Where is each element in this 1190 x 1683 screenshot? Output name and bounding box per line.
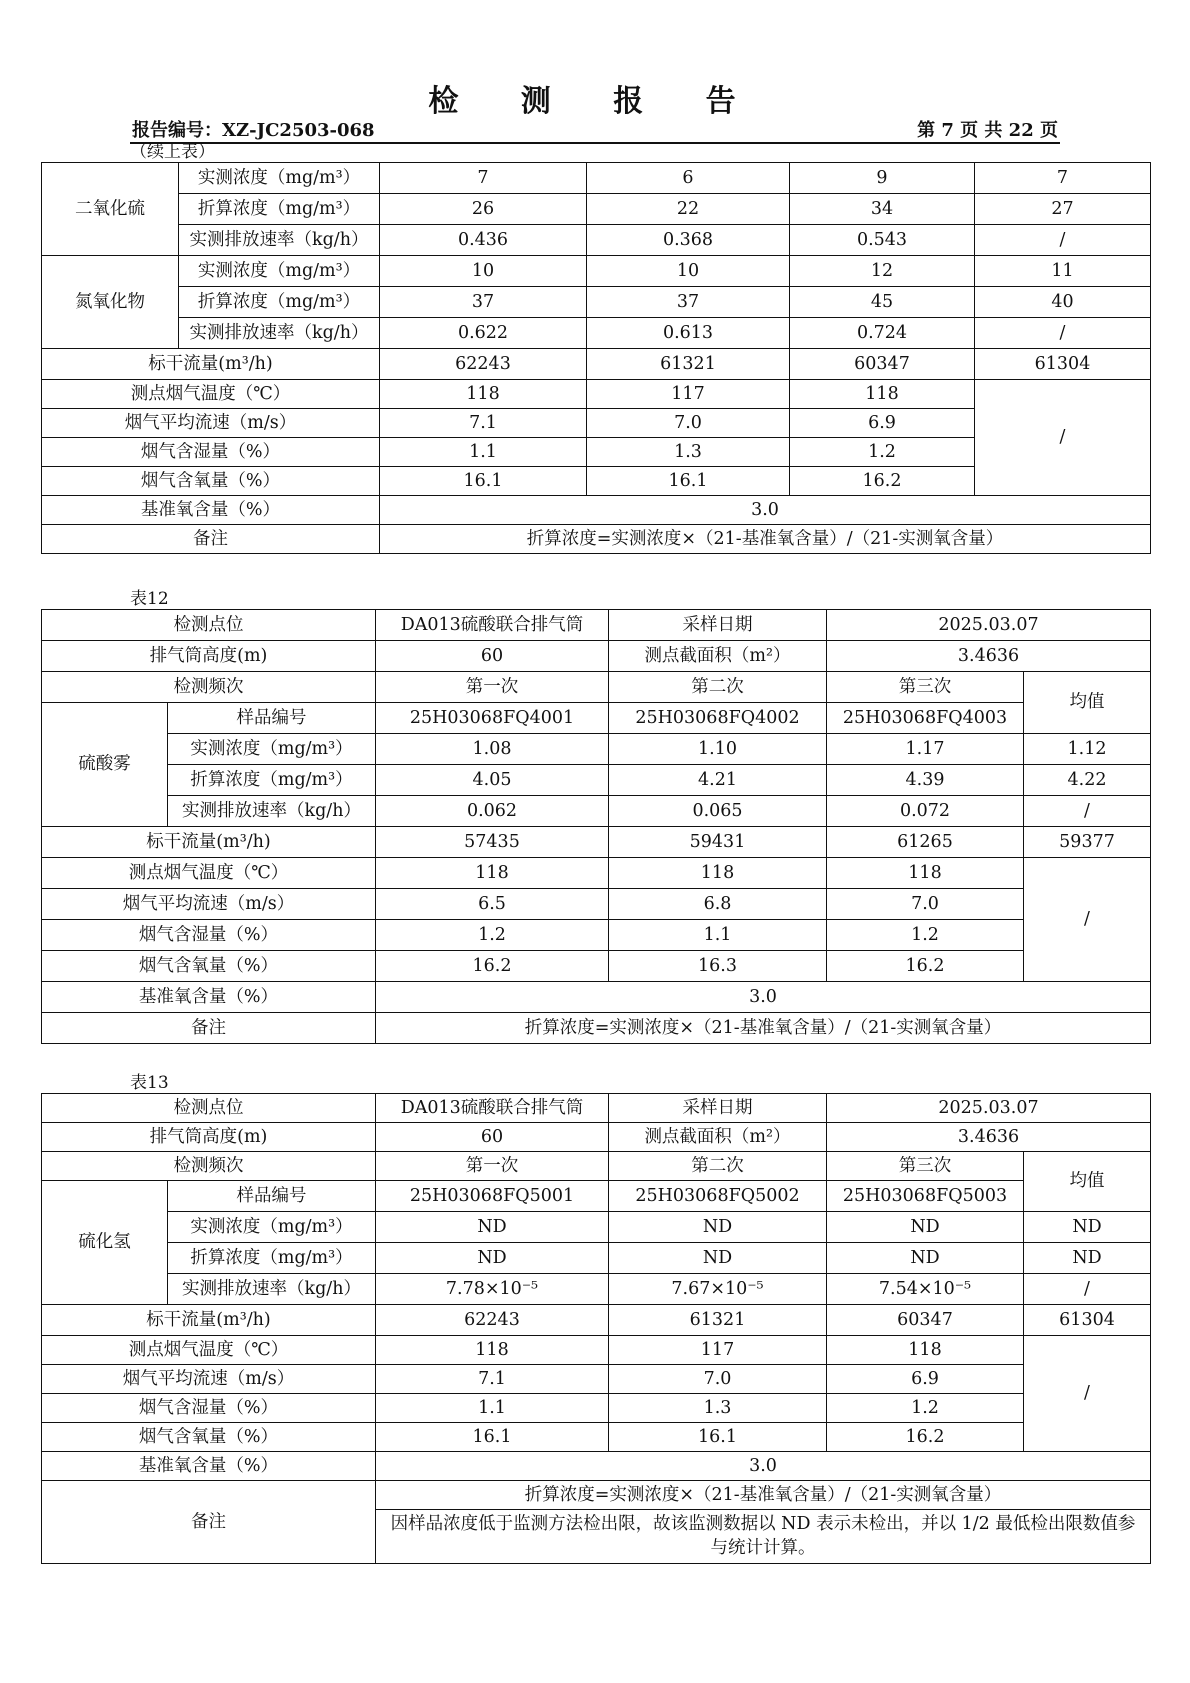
cell: 0.613 — [587, 318, 790, 349]
pollutant-label: 硫酸雾 — [42, 703, 168, 827]
cell: 1.1 — [609, 920, 827, 951]
table-row — [42, 1243, 1151, 1274]
cell: 61321 — [587, 349, 790, 380]
cell: 3.0 — [376, 1452, 1151, 1481]
cell: 1.2 — [827, 920, 1024, 951]
row-label: 实测浓度（mg/m³） — [179, 256, 380, 287]
cell: 22 — [587, 194, 790, 225]
table-row — [42, 982, 1151, 1013]
cell: 第一次 — [376, 672, 609, 703]
cell: 27 — [975, 194, 1151, 225]
cell: DA013硫酸联合排气筒 — [376, 1094, 609, 1123]
cell: / — [1024, 858, 1151, 982]
header-divider — [130, 142, 1060, 144]
cell: 61304 — [1024, 1305, 1151, 1336]
cell: 10 — [380, 256, 587, 287]
row-label: 基准氧含量（%） — [42, 1452, 376, 1481]
row-label: 备注 — [42, 1013, 376, 1044]
table-row — [42, 349, 1151, 380]
table-row — [42, 1274, 1151, 1305]
row-label: 折算浓度（mg/m³） — [179, 287, 380, 318]
row-label: 标干流量(m³/h) — [42, 1305, 376, 1336]
table-row — [42, 225, 1151, 256]
cell: / — [975, 380, 1151, 496]
cell: 4.39 — [827, 765, 1024, 796]
cell: 118 — [380, 380, 587, 409]
row-label: 备注 — [42, 525, 380, 554]
cell: 0.062 — [376, 796, 609, 827]
cell: 0.436 — [380, 225, 587, 256]
row-label: 实测浓度（mg/m³） — [168, 1212, 376, 1243]
table-row — [42, 1305, 1151, 1336]
cell: 1.2 — [376, 920, 609, 951]
table-row — [42, 1452, 1151, 1481]
page-indicator: 第 7 页 共 22 页 — [917, 120, 1058, 141]
table-row — [42, 496, 1151, 525]
row-label: 检测点位 — [42, 610, 376, 641]
cell: ND — [609, 1243, 827, 1274]
pollutant-label: 氮氧化物 — [42, 256, 179, 349]
report-title: 检 测 报 告 — [428, 84, 762, 119]
table13 — [41, 1093, 1151, 1564]
row-label: 实测浓度（mg/m³） — [168, 734, 376, 765]
note-text: 折算浓度=实测浓度×（21-基准氧含量）/（21-实测氧含量） — [380, 525, 1151, 554]
row-label: 烟气平均流速（m/s） — [42, 1365, 376, 1394]
cell: 1.1 — [380, 438, 587, 467]
cell: 均值 — [1024, 672, 1151, 734]
table-row — [42, 1013, 1151, 1044]
cell: 第三次 — [827, 1152, 1024, 1181]
cell: 61321 — [609, 1305, 827, 1336]
cell: 60347 — [827, 1305, 1024, 1336]
cell: 118 — [376, 1336, 609, 1365]
row-label: 排气筒高度(m) — [42, 1123, 376, 1152]
row-label: 烟气平均流速（m/s） — [42, 889, 376, 920]
note-text: 因样品浓度低于监测方法检出限，故该监测数据以 ND 表示未检出，并以 1/2 最低检出限数值参与统计计算。 — [376, 1510, 1151, 1564]
cell: 6.9 — [790, 409, 975, 438]
table-row — [42, 1123, 1151, 1152]
cell: 7.54×10⁻⁵ — [827, 1274, 1024, 1305]
table-row — [42, 858, 1151, 889]
table-row — [42, 1394, 1151, 1423]
cell: DA013硫酸联合排气筒 — [376, 610, 609, 641]
table-row — [42, 163, 1151, 194]
cell: 9 — [790, 163, 975, 194]
table-row — [42, 951, 1151, 982]
row-label: 测点烟气温度（℃） — [42, 380, 380, 409]
cell: ND — [376, 1212, 609, 1243]
cell: 60 — [376, 1123, 609, 1152]
table-row — [42, 1336, 1151, 1365]
cell: 45 — [790, 287, 975, 318]
row-label: 检测频次 — [42, 1152, 376, 1181]
table-row — [42, 1481, 1151, 1510]
row-label: 折算浓度（mg/m³） — [168, 1243, 376, 1274]
cell: 6 — [587, 163, 790, 194]
cell: 7.1 — [376, 1365, 609, 1394]
cell: 1.12 — [1024, 734, 1151, 765]
table-row — [42, 796, 1151, 827]
row-label: 基准氧含量（%） — [42, 496, 380, 525]
cell: 1.2 — [827, 1394, 1024, 1423]
cell: 0.724 — [790, 318, 975, 349]
row-label: 测点截面积（m²） — [609, 641, 827, 672]
cell: 117 — [587, 380, 790, 409]
cell: 16.2 — [376, 951, 609, 982]
cell: 1.08 — [376, 734, 609, 765]
row-label: 测点烟气温度（℃） — [42, 1336, 376, 1365]
cell: 1.1 — [376, 1394, 609, 1423]
cell: 2025.03.07 — [827, 610, 1151, 641]
cell: 1.3 — [609, 1394, 827, 1423]
row-label: 烟气含湿量（%） — [42, 1394, 376, 1423]
table11 — [41, 162, 1151, 554]
cell: 均值 — [1024, 1152, 1151, 1212]
cell: 40 — [975, 287, 1151, 318]
cell: 1.3 — [587, 438, 790, 467]
table-row — [42, 827, 1151, 858]
cell: 11 — [975, 256, 1151, 287]
cell: / — [1024, 1336, 1151, 1452]
cell: 59431 — [609, 827, 827, 858]
cell: / — [975, 225, 1151, 256]
cell: 61265 — [827, 827, 1024, 858]
row-label: 标干流量(m³/h) — [42, 349, 380, 380]
cell: 3.0 — [376, 982, 1151, 1013]
cell: 25H03068FQ5003 — [827, 1181, 1024, 1212]
cell: 25H03068FQ4002 — [609, 703, 827, 734]
cell: 118 — [376, 858, 609, 889]
table-row — [42, 1094, 1151, 1123]
cell: 0.543 — [790, 225, 975, 256]
cell: 118 — [827, 1336, 1024, 1365]
cell: 16.1 — [609, 1423, 827, 1452]
table-row — [42, 1152, 1151, 1181]
table-row — [42, 703, 1151, 734]
row-label: 烟气含湿量（%） — [42, 438, 380, 467]
cell: 10 — [587, 256, 790, 287]
cell: 60 — [376, 641, 609, 672]
cell: 57435 — [376, 827, 609, 858]
table-row — [42, 194, 1151, 225]
table-row — [42, 318, 1151, 349]
cell: 3.4636 — [827, 1123, 1151, 1152]
row-label: 检测点位 — [42, 1094, 376, 1123]
cell: 0.065 — [609, 796, 827, 827]
row-label: 采样日期 — [609, 610, 827, 641]
cell: 25H03068FQ5001 — [376, 1181, 609, 1212]
row-label: 折算浓度（mg/m³） — [168, 765, 376, 796]
cell: 118 — [609, 858, 827, 889]
table-row — [42, 380, 1151, 409]
cell: / — [1024, 1274, 1151, 1305]
row-label: 烟气含湿量（%） — [42, 920, 376, 951]
row-label: 烟气含氧量（%） — [42, 1423, 376, 1452]
cell: 1.10 — [609, 734, 827, 765]
cell: 0.368 — [587, 225, 790, 256]
pollutant-label: 二氧化硫 — [42, 163, 179, 256]
cell: 第三次 — [827, 672, 1024, 703]
cell: 16.1 — [380, 467, 587, 496]
cell: 1.2 — [790, 438, 975, 467]
cell: ND — [827, 1243, 1024, 1274]
cell: ND — [376, 1243, 609, 1274]
cell: 25H03068FQ5002 — [609, 1181, 827, 1212]
cell: 4.21 — [609, 765, 827, 796]
row-label: 采样日期 — [609, 1094, 827, 1123]
cell: 16.2 — [827, 1423, 1024, 1452]
row-label: 排气筒高度(m) — [42, 641, 376, 672]
note-text: 折算浓度=实测浓度×（21-基准氧含量）/（21-实测氧含量） — [376, 1013, 1151, 1044]
cell: 26 — [380, 194, 587, 225]
cell: 25H03068FQ4003 — [827, 703, 1024, 734]
table-row — [42, 920, 1151, 951]
row-label: 实测排放速率（kg/h） — [179, 225, 380, 256]
note-text: 折算浓度=实测浓度×（21-基准氧含量）/（21-实测氧含量） — [376, 1481, 1151, 1510]
cell: 6.8 — [609, 889, 827, 920]
table-row — [42, 287, 1151, 318]
cell: 118 — [790, 380, 975, 409]
row-label: 实测浓度（mg/m³） — [179, 163, 380, 194]
row-label: 样品编号 — [168, 703, 376, 734]
cell: 0.622 — [380, 318, 587, 349]
cell: 16.1 — [376, 1423, 609, 1452]
cell: 第二次 — [609, 1152, 827, 1181]
cell: 34 — [790, 194, 975, 225]
table-row — [42, 765, 1151, 796]
table12 — [41, 609, 1151, 1044]
cell: 62243 — [376, 1305, 609, 1336]
cell: 4.22 — [1024, 765, 1151, 796]
cell: 16.1 — [587, 467, 790, 496]
row-label: 样品编号 — [168, 1181, 376, 1212]
cell: 6.5 — [376, 889, 609, 920]
cell: 7.0 — [587, 409, 790, 438]
cell: 1.17 — [827, 734, 1024, 765]
cell: 16.2 — [827, 951, 1024, 982]
cell: 62243 — [380, 349, 587, 380]
table-row — [42, 1212, 1151, 1243]
cell: 第一次 — [376, 1152, 609, 1181]
cell: 25H03068FQ4001 — [376, 703, 609, 734]
row-label: 折算浓度（mg/m³） — [179, 194, 380, 225]
cell: / — [1024, 796, 1151, 827]
cell: 3.4636 — [827, 641, 1151, 672]
row-label: 烟气含氧量（%） — [42, 951, 376, 982]
cell: 7.0 — [609, 1365, 827, 1394]
cell: 16.2 — [790, 467, 975, 496]
row-label: 实测排放速率（kg/h） — [168, 796, 376, 827]
table-row — [42, 672, 1151, 703]
row-label: 标干流量(m³/h) — [42, 827, 376, 858]
cell: 0.072 — [827, 796, 1024, 827]
report-number: 报告编号：XZ-JC2503-068 — [132, 120, 375, 141]
table-row — [42, 256, 1151, 287]
table-row — [42, 1181, 1151, 1212]
table13-caption: 表13 — [130, 1073, 169, 1093]
cell: 60347 — [790, 349, 975, 380]
row-label: 检测频次 — [42, 672, 376, 703]
cell: 7.1 — [380, 409, 587, 438]
cell: ND — [609, 1212, 827, 1243]
table-row — [42, 889, 1151, 920]
cell: 第二次 — [609, 672, 827, 703]
table12-caption: 表12 — [130, 589, 169, 609]
cell: 61304 — [975, 349, 1151, 380]
row-label: 实测排放速率（kg/h） — [168, 1274, 376, 1305]
cell: 3.0 — [380, 496, 1151, 525]
cell: 7.78×10⁻⁵ — [376, 1274, 609, 1305]
table-row — [42, 641, 1151, 672]
cell: 6.9 — [827, 1365, 1024, 1394]
pollutant-label: 硫化氢 — [42, 1181, 168, 1305]
cell: 4.05 — [376, 765, 609, 796]
cell: 2025.03.07 — [827, 1094, 1151, 1123]
table-row — [42, 1365, 1151, 1394]
row-label: 备注 — [42, 1481, 376, 1564]
cell: 7 — [380, 163, 587, 194]
cell: 118 — [827, 858, 1024, 889]
row-label: 基准氧含量（%） — [42, 982, 376, 1013]
row-label: 测点截面积（m²） — [609, 1123, 827, 1152]
cell: ND — [1024, 1212, 1151, 1243]
cell: 37 — [380, 287, 587, 318]
table-row — [42, 734, 1151, 765]
row-label: 烟气平均流速（m/s） — [42, 409, 380, 438]
cell: / — [975, 318, 1151, 349]
cell: 16.3 — [609, 951, 827, 982]
row-label: 烟气含氧量（%） — [42, 467, 380, 496]
cell: 7.0 — [827, 889, 1024, 920]
cell: 12 — [790, 256, 975, 287]
table-row — [42, 610, 1151, 641]
table-row — [42, 1423, 1151, 1452]
row-label: 测点烟气温度（℃） — [42, 858, 376, 889]
cell: 37 — [587, 287, 790, 318]
cell: 7.67×10⁻⁵ — [609, 1274, 827, 1305]
cell: 7 — [975, 163, 1151, 194]
cell: 59377 — [1024, 827, 1151, 858]
cell: ND — [827, 1212, 1024, 1243]
cell: ND — [1024, 1243, 1151, 1274]
row-label: 实测排放速率（kg/h） — [179, 318, 380, 349]
cell: 117 — [609, 1336, 827, 1365]
table11-caption: （续上表） — [130, 142, 215, 162]
table-row — [42, 525, 1151, 554]
